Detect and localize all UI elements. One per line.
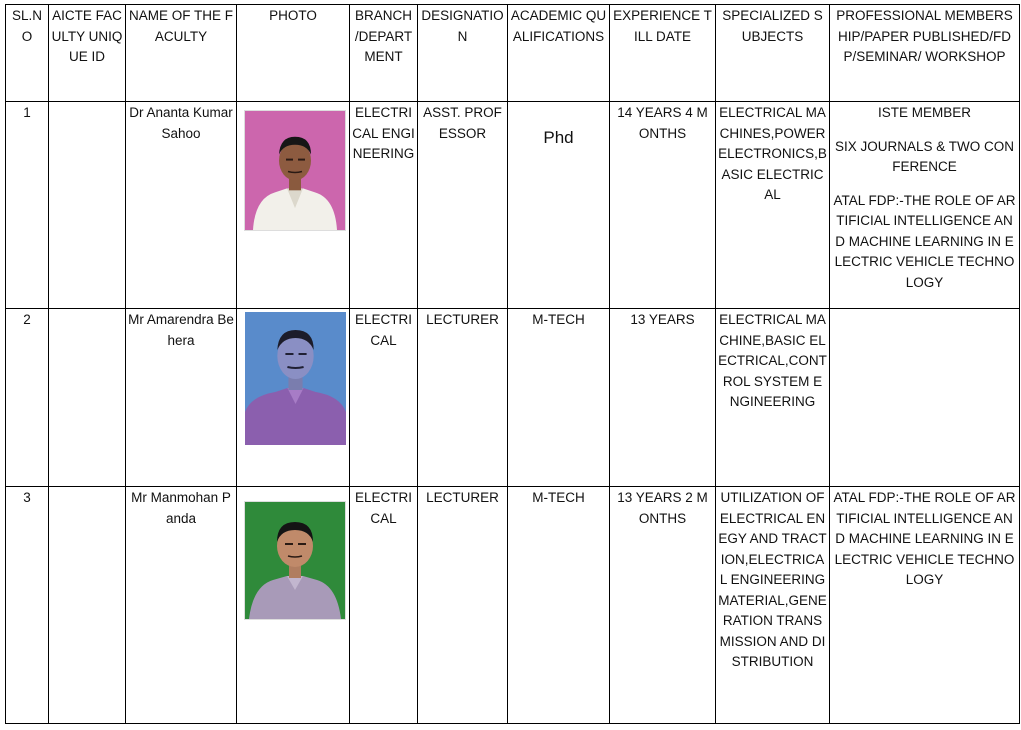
cell-photo [237,487,350,724]
cell-qualifications [508,102,610,309]
cell-aicte-id [49,102,126,309]
header-name: NAME OF THE FACULTY [126,5,237,102]
cell-membership [830,487,1020,724]
cell-photo [237,102,350,309]
header-designation: DESIGNATION [418,5,508,102]
cell-photo [237,309,350,487]
cell-designation: LECTURER [418,487,508,724]
table-row [6,487,1020,724]
table-row [6,102,1020,309]
membership-entry: SIX JOURNALS & TWO CONFERENCE [834,138,1015,174]
cell-qualifications: M-TECH [508,309,610,487]
cell-name: Dr Ananta Kumar Sahoo [126,102,237,309]
header-qualifications: ACADEMIC QUALIFICATIONS [508,5,610,102]
membership-entry: ATAL FDP:-THE ROLE OF ARTIFICIAL INTELLIGENCE AND MACHINE LEARNING IN ELECTRIC VEHICLE TECHNOLOGY [833,192,1016,290]
header-experience: EXPERIENCE TILL DATE [610,5,716,102]
cell-qualifications: M-TECH [508,487,610,724]
cell-subjects: UTILIZATION OF ELECTRICAL ENEGY AND TRACTION,ELECTRICAL ENGINEERING MATERIAL,GENERATION TRANSMISSION AND DISTRIBUTION [716,487,830,724]
cell-branch: ELECTRICAL [350,309,418,487]
cell-name: Mr Manmohan Panda [126,487,237,724]
cell-subjects: ELECTRICAL MACHINES,POWER ELECTRONICS,BASIC ELECTRICAL [716,102,830,309]
cell-designation: ASST. PROFESSOR [418,102,508,309]
cell-membership [830,102,1020,309]
cell-branch: ELECTRICAL ENGINEERING [350,102,418,309]
membership-entry: ISTE MEMBER [877,105,971,120]
faculty-table [5,4,1020,724]
cell-slno: 1 [6,102,49,309]
header-aicte-id: AICTE FACULTY UNIQUE ID [49,5,126,102]
header-photo: PHOTO [237,5,350,102]
cell-experience: 13 YEARS 2 MONTHS [610,487,716,724]
cell-experience: 13 YEARS [610,309,716,487]
cell-aicte-id [49,487,126,724]
cell-name: Mr Amarendra Behera [126,309,237,487]
faculty-photo [245,502,345,619]
cell-slno: 3 [6,487,49,724]
cell-membership [830,309,1020,487]
cell-slno: 2 [6,309,49,487]
cell-experience: 14 YEARS 4 MONTHS [610,102,716,309]
cell-designation: LECTURER [418,309,508,487]
qualification-text: Phd [543,128,574,147]
cell-subjects: ELECTRICAL MACHINE,BASIC ELECTRICAL,CONTROL SYSTEM ENGINEERING [716,309,830,487]
membership-entry: ATAL FDP:-THE ROLE OF ARTIFICIAL INTELLIGENCE AND MACHINE LEARNING IN ELECTRIC VEHICLE TECHNOLOGY [833,490,1016,587]
cell-aicte-id [49,309,126,487]
cell-branch: ELECTRICAL [350,487,418,724]
header-membership: PROFESSIONAL MEMBERSHIP/PAPER PUBLISHED/FDP/SEMINAR/ WORKSHOP [830,5,1020,102]
table-row [6,309,1020,487]
header-slno: SL.NO [6,5,49,102]
header-branch: BRANCH /DEPARTMENT [350,5,418,102]
faculty-photo [245,312,346,445]
table-header-row [6,5,1020,102]
header-subjects: SPECIALIZED SUBJECTS [716,5,830,102]
faculty-photo [245,111,345,230]
